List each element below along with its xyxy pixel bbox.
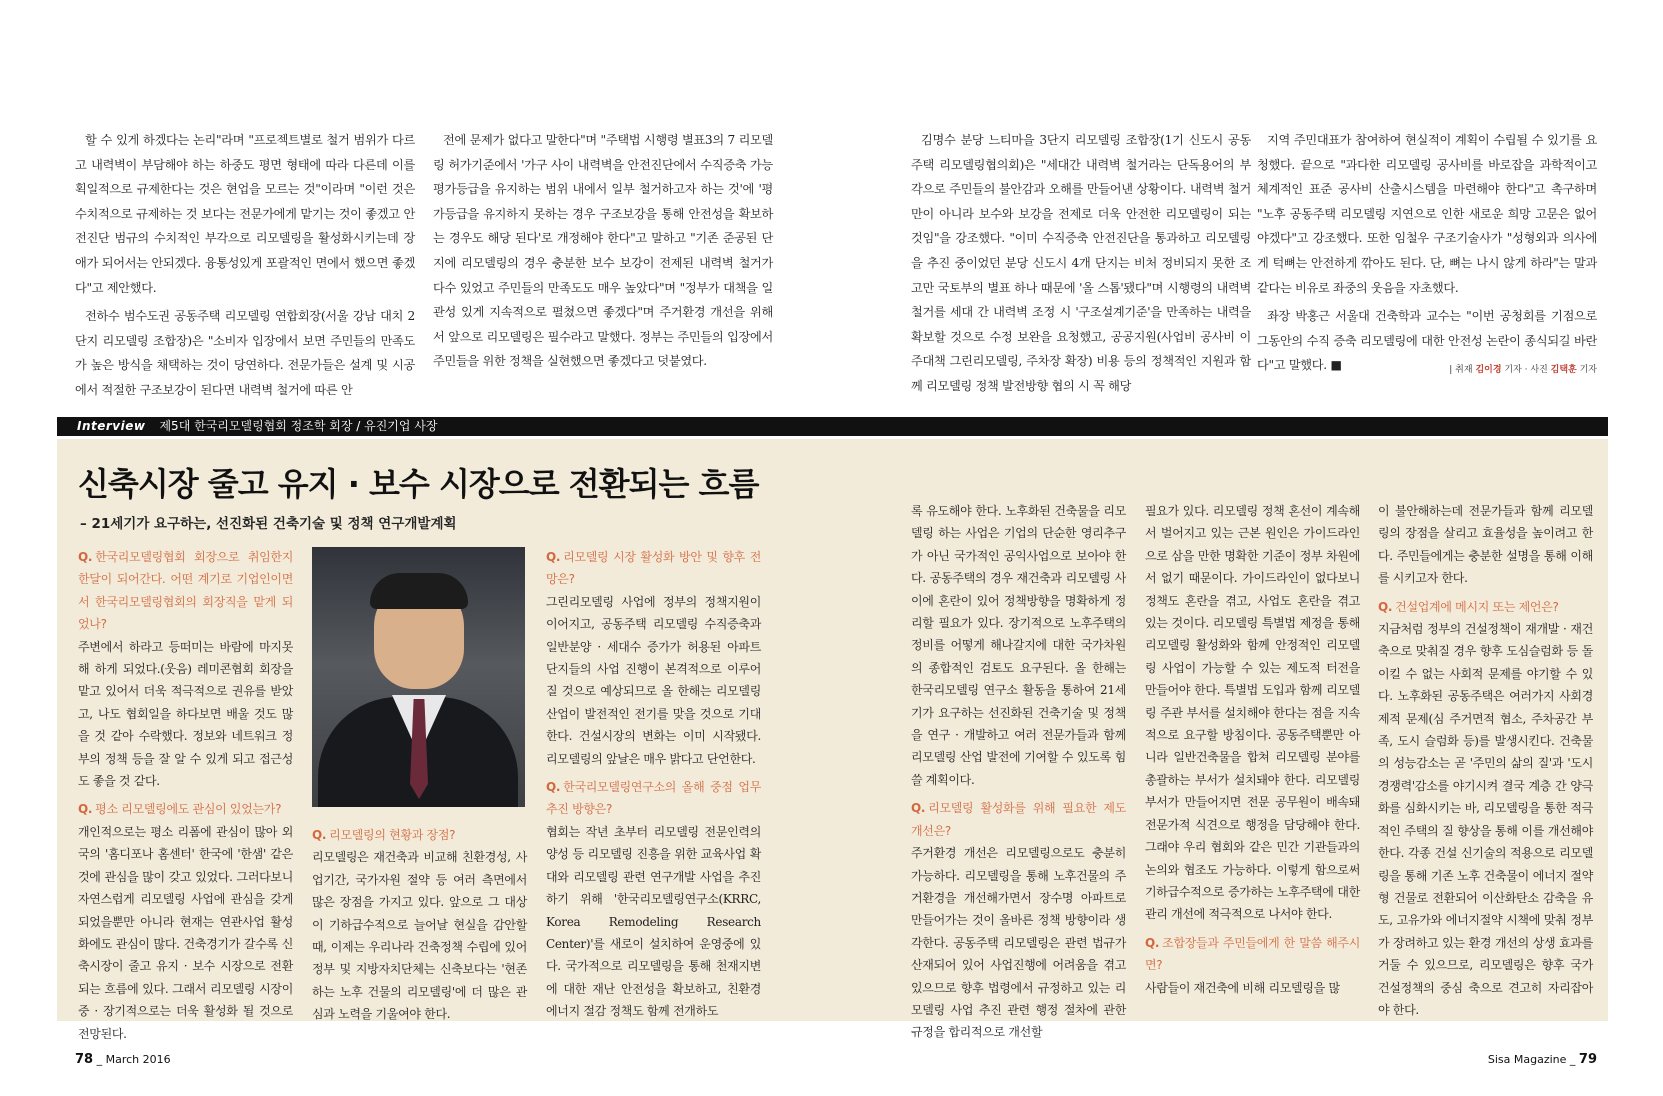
question: Q. 평소 리모델링에도 관심이 있었는가? — [78, 802, 282, 817]
answer: 협회는 작년 초부터 리모델링 전문인력의 양성 등 리모델링 진흥을 위한 교육사업 확대와 리모델링 관련 연구개발 사업을 추진하기 위해 '한국리모델링연구소(KRRC, Korea Remodeling Research Center)'를 새로이 설치하여 운영중에 있다. 국가적으로 리모델링을 통해 천재지변에 대한 재난 안전성을 확보하고, 친환경 에너지 절감 정책도 함께 전개하도 — [546, 824, 761, 1019]
photo-hair — [370, 573, 468, 609]
answer: 필요가 있다. 리모델링 정책 혼선이 계속해서 벌어지고 있는 근본 원인은 가이드라인으로 삼을 만한 명확한 기준이 정부 차원에서 없기 때문이다. 가이드라인이 없다보니 정책도 혼란을 겪고, 사업도 혼란을 겪고 있는 것이다. 리모델링 특별법 제정을 통해 리모델링 활성화와 함께 안정적인 리모델링 사업이 가능할 수 있는 제도적 터전을 만들어야 한다. 특별법 도입과 함께 리모델링 주관 부서를 설치해야 한다는 점을 지속적으로 요구할 방침이다. 공동주택뿐만 아니라 일반건축물을 합쳐 리모델링 분야를 총괄하는 부서가 설치돼야 한다. 리모델링 부서가 만들어지면 전문 공무원이 배속돼 전문가적 식견으로 행정을 담당해야 한다. 그래야 우리 협회와 같은 민간 기관들과의 논의와 협조도 가능하다. 이렇게 함으로써 기하급수적으로 증가하는 노후주택에 대한 관리 개선에 적극적으로 나서야 한다. — [1145, 504, 1360, 922]
page-number-right: 79 — [1578, 1052, 1597, 1067]
folio-left — [75, 1052, 171, 1067]
answer: 그린리모델링 사업에 정부의 정책지원이 이어지고, 공동주택 리모델링 수직증축과 일반분양 · 세대수 증가가 허용된 아파트 단지들의 사업 진행이 본격적으로 이루어질 것으로 예상되므로 올 한해는 리모델링 산업이 발전적인 전기를 맞을 것으로 기대한다. 건설시장의 변화는 이미 시작됐다. 리모델링의 앞날은 매우 밝다고 단언한다. — [546, 594, 761, 766]
interview-column-3 — [546, 540, 761, 1023]
question: Q. 건설업계에 메시지 또는 제언은? — [1378, 599, 1559, 614]
interview-column-5 — [1145, 500, 1360, 999]
answer: 주거환경 개선은 리모델링으로도 충분히 가능하다. 리모델링을 통해 노후건물의 주거환경을 개선해가면서 장수명 아파트로 만들어가는 것이 올바른 정책 방향이라 생각한다. 공동주택 리모델링은 관련 법규가 산재되어 있어 사업진행에 어려움을 겪고 있으므로 향후 법령에서 규정하고 있는 리모델링 사업 추진 관련 행정 절차에 관한 규정을 합리적으로 개선할 — [911, 846, 1126, 1040]
answer: 주변에서 하라고 등떠미는 바람에 마지못해 하게 되었다.(웃음) 레미콘협회 회장을 맡고 있어서 더욱 적극적으로 권유를 받았고, 나도 협회일을 하다보면 배울 것도 많을 것 같아 수락했다. 정보와 네트워크 정부의 정책 등을 잘 알 수 있게 되고 접근성도 좋을 것 같다. — [78, 639, 293, 789]
paragraph: 김명수 분당 느티마을 3단지 리모델링 조합장(1기 신도시 공동주택 리모델링협의회)은 "세대간 내력벽 철거라는 단독용어의 부각으로 주민들의 불안감과 오해를 만들어낸 상황이다. 내력벽 철거만이 아니라 보수와 보강을 전제로 더욱 안전한 리모델링이 되는 것임"을 강조했다. "이미 수직증축 안전진단을 통과하고 리모델링을 추진 중이었던 분당 신도시 4개 단지는 비처 정비되지 못한 조고만 국토부의 별표 하나 때문에 '올 스톱'됐다"며 시행령의 내력벽철거를 세대 간 내력벽 조정 시 '구조설계기준'을 만족하는 내력을 확보할 것으로 수정 보완을 요청했고, 공공지원(사업비 공사비 이주대책 그린리모델링, 주차장 확장) 비용 등의 정책적인 지원과 함께 리모델링 정책 발전방향 협의 시 꼭 해당 — [911, 133, 1251, 393]
paragraph: 전에 문제가 없다고 말한다"며 "주택법 시행령 별표3의 7 리모델링 허가기준에서 '가구 사이 내력벽을 안전진단에서 수직증축 가능 평가등급을 유지하는 범위 내에서 일부 철거하고자 하는 것'에 '평가등급을 유지하지 못하는 경우 구조보강을 통해 안전성을 확보하는 경우도 해당 된다'로 개정해야 한다"고 말하고 "기존 준공된 단지에 리모델링의 경우 충분한 보수 보강이 전제된 내력벽 철거가 다수 있었고 주민들의 만족도도 매우 높았다"며 "정부가 대책을 일관성 있게 지속적으로 펼쳤으면 좋겠다"며 주거환경 개선을 위해서 앞으로 리모델링은 필수라고 말했다. 정부는 주민들의 입장에서 주민들을 위한 정책을 실현했으면 좋겠다고 덧붙였다. — [433, 133, 773, 369]
question: Q. 한국리모델링연구소의 올해 중점 업무 추진 방향은? — [546, 780, 761, 817]
answer: 록 유도해야 한다. 노후화된 건축물을 리모델링 하는 사업은 기업의 단순한 영리추구가 아닌 국가적인 공익사업으로 보아야 한다. 공동주택의 경우 재건축과 리모델링 사이에 혼란이 있어 정책방향을 명확하게 정리할 필요가 있다. 장기적으로 노후주택의 정비를 어떻게 해나갈지에 대한 국가차원의 종합적인 검토도 요구된다. 올 한해는 한국리모델링 연구소 활동을 통하여 21세기가 요구하는 선진화된 건축기술 및 정책을 연구 · 개발하고 여러 전문가들과 함께 리모델링 산업 발전에 기여할 수 있도록 힘쓸 계획이다. — [911, 504, 1126, 787]
interview-column-6 — [1378, 500, 1593, 1021]
headline: 신축시장 줄고 유지 · 보수 시장으로 전환되는 흐름 — [78, 465, 759, 503]
paragraph: 할 수 있게 하겠다는 논리"라며 "프로젝트별로 철거 범위가 다르고 내력벽이 부담해야 하는 하중도 평면 형태에 따라 다른데 이를 획일적으로 규제한다는 것은 현업을 모르는 것"이라며 "이런 것은 수치적으로 규제하는 것 보다는 전문가에게 맡기는 것이 좋겠고 안전진단 범규의 수치적인 부각으로 리모델링을 활성화시키는데 장애가 되어서는 안되겠다. 융통성있게 포괄적인 면에서 했으면 좋겠다"고 제안했다. — [75, 133, 415, 295]
answer: 개인적으로는 평소 리폼에 관심이 많아 외국의 '홈디포나 홈센터' 한국에 '한샘' 같은 것에 관심을 많이 갖고 있었다. 그러다보니 자연스럽게 리모델링 사업에 관심을 갖게 되었을뿐만 아니라 현재는 연관사업 활성화에도 관심이 많다. 건축경기가 갈수록 신축시장이 줄고 유지 · 보수 시장으로 전환되는 흐름에 있다. 그래서 리모델링 시장이 중 · 장기적으로는 더욱 활성화 될 것으로 전망된다. — [78, 824, 293, 1041]
question: Q. 조합장들과 주민들에게 한 말씀 해주시면? — [1145, 935, 1360, 973]
paragraph: 좌장 박홍근 서울대 건축학과 교수는 "이번 공청회를 기점으로 그동안의 수직 증축 리모델링에 대한 안전성 논란이 종식되길 바란다"고 말했다. ■ — [1257, 309, 1597, 373]
credit-photographer: 김택훈 — [1550, 365, 1577, 375]
answer: 리모델링은 재건축과 비교해 친환경성, 사업기간, 국가자원 절약 등 여러 측면에서 많은 장점을 가지고 있다. 앞으로 그 대상이 기하급수적으로 늘어날 현실을 감안할 때, 이제는 우리나라 건축정책 수립에 있어 정부 및 지방자치단체는 신축보다는 '현존하는 노후 건물의 리모델링'에 더 많은 관심과 노력을 기울여야 한다. — [312, 850, 527, 1022]
subheadline: – 21세기가 요구하는, 선진화된 건축기술 및 정책 연구개발계획 — [80, 516, 457, 532]
question: Q. 리모델링의 현황과 장점? — [312, 828, 456, 842]
page-number-left: 78 — [75, 1052, 94, 1067]
top-column-4 — [1257, 128, 1597, 382]
interview-column-4 — [911, 500, 1126, 1044]
answer: 이 불안해하는데 전문가들과 함께 리모델링의 장점을 살리고 효율성을 높이려고 한다. 주민들에게는 충분한 설명을 통해 이해를 시키고자 한다. — [1378, 504, 1593, 586]
top-column-2 — [433, 128, 773, 378]
folio-right-text: Sisa Magazine _ — [1487, 1053, 1576, 1066]
interviewee-photo — [312, 547, 525, 807]
photo-credit — [1449, 362, 1597, 375]
paragraph: 지역 주민대표가 참여하여 현실적이 계획이 수립될 수 있기를 요청했다. 끝으로 "과다한 리모델링 공사비를 바로잡을 과학적이고 체계적인 표준 공사비 산출시스템을 마련해야 한다"고 촉구하며 "노후 공동주택 리모델링 지연으로 인한 새로운 희망 고문은 없어야겠다"고 강조했다. 또한 임철우 구조기술사가 "성형외과 의사에게 턱뼈는 안전하게 깎아도 된다. 단, 뼈는 나시 않게 하라"는 말과 같다는 비유로 좌중의 웃음을 자초했다. — [1257, 133, 1597, 295]
answer: 지금처럼 정부의 건설정책이 재개발 · 재건축으로 맞춰질 경우 향후 도심슬럼화 등 돌이킬 수 없는 사회적 문제를 야기할 수 있다. 노후화된 공동주택은 여러가지 사회경제적 문제(심 주거면적 협소, 주차공간 부족, 도시 슬럼화 등)를 발생시킨다. 건축물의 성능감소는 곧 '주민의 삶의 질'과 '도시 경쟁력'감소를 야기시켜 결국 계층 간 양극화를 심화시키는 바, 리모델링을 통한 적극적인 주택의 질 향상을 통해 이를 개선해야 한다. 각종 건설 신기술의 적용으로 리모델링을 통해 기존 노후 건축물이 에너지 절약형 건물로 전환되어 이산화탄소 감축을 유도, 고유가와 에너지절약 시책에 맞춰 정부가 장려하고 있는 환경 개선의 상생 효과를 거둘 수 있으므로, 리모델링은 향후 국가 건설정책의 중심 축으로 견고히 자리잡아야 한다. — [1378, 622, 1593, 1017]
interview-column-1 — [78, 540, 293, 1045]
question: Q. 한국리모델링협회 회장으로 취임한지 한달이 되어간다. 어떤 계기로 기업인이면서 한국리모델링협회의 회장직을 맡게 되었나? — [78, 550, 293, 632]
interview-column-2 — [312, 818, 527, 1026]
interview-bar — [57, 417, 1608, 436]
question: Q. 리모델링 시장 활성화 방안 및 향후 전망은? — [546, 550, 761, 587]
top-column-1 — [75, 128, 415, 407]
interview-label: Interview — [77, 419, 146, 433]
answer: 사람들이 재건축에 비해 리모델링을 많 — [1145, 980, 1340, 995]
credit-reporter: 김이경 — [1475, 365, 1502, 375]
folio-left-text: _ March 2016 — [96, 1053, 171, 1066]
credit-mid: 기자 · 사진 — [1504, 365, 1548, 375]
top-column-3 — [911, 128, 1251, 403]
folio-right — [1488, 1052, 1597, 1067]
question: Q. 리모델링 활성화를 위해 필요한 제도 개선은? — [911, 801, 1126, 838]
paragraph: 전하수 범수도권 공동주택 리모델링 연합회장(서울 강남 대치 2단지 리모델링 조합장)은 "소비자 입장에서 보면 주민들의 만족도가 높은 방식을 채택하는 것이 당연하다. 전문가들은 설계 및 시공에서 적절한 구조보강이 된다면 내력벽 철거에 따른 안 — [75, 309, 415, 397]
credit-prefix: | 취재 — [1449, 365, 1473, 375]
credit-suffix: 기자 — [1579, 365, 1597, 375]
interview-subject: 제5대 한국리모델링협회 정조학 회장 / 유진기업 사장 — [159, 419, 438, 433]
